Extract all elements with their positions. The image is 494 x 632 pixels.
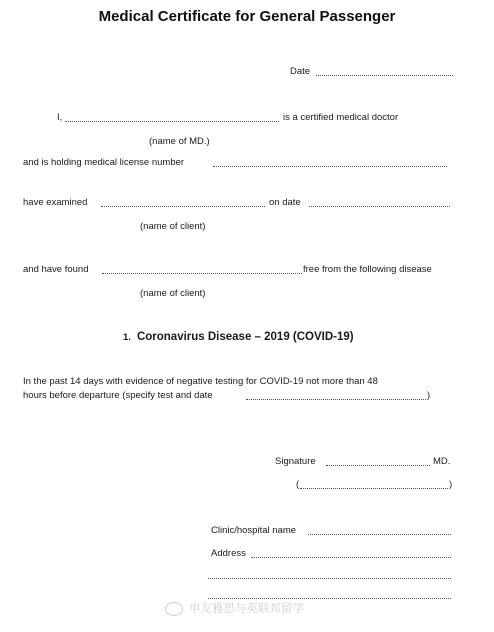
disease-number: 1. xyxy=(123,332,131,343)
address-label: Address xyxy=(211,548,246,559)
document-title: Medical Certificate for General Passenger xyxy=(98,8,396,25)
address-field-line-3[interactable] xyxy=(208,598,451,599)
printed-name-field-line[interactable] xyxy=(300,488,448,489)
date-label: Date xyxy=(290,66,311,77)
address-field-line-1[interactable] xyxy=(251,557,451,558)
examined-label: have examined xyxy=(23,197,88,208)
name-of-client-caption-1: (name of client) xyxy=(140,221,206,232)
paren-open: ( xyxy=(296,479,300,490)
paren-close: ) xyxy=(449,479,453,490)
clinic-label: Clinic/hospital name xyxy=(211,525,297,536)
disease-heading xyxy=(123,331,354,343)
license-label: and is holding medical license number xyxy=(23,157,185,168)
address-field-line-2[interactable] xyxy=(208,578,451,579)
watermark-text: 申友雅思与英联邦留学 xyxy=(189,603,304,615)
date-field-line[interactable] xyxy=(316,75,453,76)
disease-title: Coronavirus Disease – 2019 (COVID-19) xyxy=(136,331,354,343)
weibo-watermark xyxy=(165,600,304,616)
signature-label: Signature xyxy=(275,456,316,467)
signature-field-line[interactable] xyxy=(326,465,430,466)
found-label: and have found xyxy=(23,264,89,275)
test-date-field-line[interactable] xyxy=(246,399,426,400)
i-label: I, xyxy=(57,112,63,123)
on-date-label: on date xyxy=(269,197,301,208)
doctor-name-field-line[interactable] xyxy=(65,121,279,122)
found-client-field-line[interactable] xyxy=(102,273,302,274)
certified-text: is a certified medical doctor xyxy=(283,112,399,123)
examined-client-field-line[interactable] xyxy=(101,206,265,207)
paragraph-close-paren: ) xyxy=(427,390,431,401)
paragraph-line-2: hours before departure (specify test and date xyxy=(23,390,213,401)
clinic-name-field-line[interactable] xyxy=(308,534,451,535)
paragraph-line-1: In the past 14 days with evidence of negative testing for COVID-19 not more than 48 xyxy=(23,376,378,387)
license-number-field-line[interactable] xyxy=(213,166,447,167)
exam-date-field-line[interactable] xyxy=(309,206,450,207)
free-from-text: free from the following disease xyxy=(303,264,432,275)
name-of-md-caption: (name of MD.) xyxy=(149,136,210,147)
weibo-icon xyxy=(165,602,183,616)
md-suffix: MD. xyxy=(433,456,451,467)
name-of-client-caption-2: (name of client) xyxy=(140,288,206,299)
